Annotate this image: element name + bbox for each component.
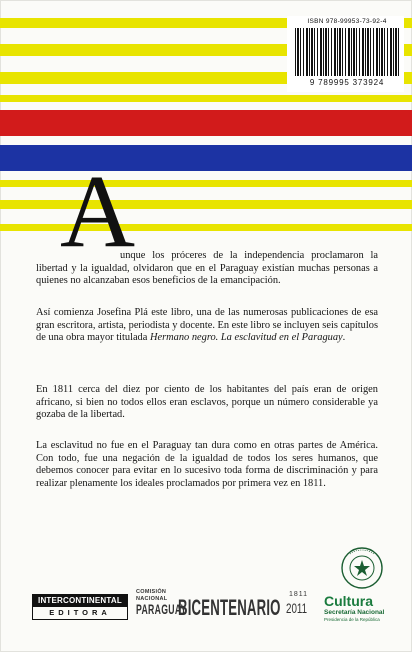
yellow-stripe-4 <box>0 95 412 102</box>
isbn-label: ISBN 978-99953-73-92-4 <box>307 18 387 25</box>
barcode-number: 9 789995 373924 <box>309 78 385 87</box>
paragraph-4-text: La esclavitud no fue en el Paraguay tan dura como en otras partes de América. Con todo, fue una negación de la igualdad de todos los seres humanos, que debemos conocer para evitar en lo sucesivo toda forma de discriminación y para realizar plenamente los ideales proclamados por primera vez en 1811. <box>36 440 378 489</box>
cultura-logo <box>324 594 410 623</box>
bicentenario-year-start: 1811 <box>289 591 309 598</box>
bicentenario-country: PARAGUAY <box>136 601 187 617</box>
paragraph-1 <box>36 250 378 288</box>
book-title: Hermano negro. La esclavitud en el Paraguay <box>149 332 343 343</box>
barcode-block <box>287 16 404 92</box>
drop-cap: A <box>60 154 136 269</box>
paragraph-3 <box>36 384 378 422</box>
paragraph-2: Así comienza Josefina Plá este libro, una de las numerosas publicaciones de esa gran escritora, artista, periodista y docente. En este libro se incluyen seis capítulos de una obra mayor titulada Hermano negro. La esclavitud en el Paraguay. <box>36 307 378 343</box>
cultura-presidencia: Presidencia de la República <box>324 617 380 622</box>
cultura-secretaria: Secretaría Nacional <box>324 609 385 616</box>
bicentenario-commission: COMISIÓN NACIONAL <box>136 589 168 602</box>
national-seal-icon <box>340 546 384 590</box>
publisher-logo <box>32 594 128 620</box>
bicentenario-title: BICENTENARIO <box>178 595 281 620</box>
paragraph-4 <box>36 440 378 490</box>
publisher-name: INTERCONTINENTAL <box>32 594 128 607</box>
red-stripe <box>0 110 412 136</box>
barcode-icon <box>295 28 399 76</box>
paragraph-1-text: unque los próceres de la independencia proclamaron la libertad y la igualdad, olvidaron que en el Paraguay existían muchas personas a quienes no alcanzaban esos beneficios de la emancipación. <box>36 250 378 286</box>
bicentenario-year-end: 2011 <box>286 600 308 616</box>
paragraph-3-text: En 1811 cerca del diez por ciento de los habitantes del país eran de origen africano, si bien no todos ellos eran esclavos, porque un número considerable ya gozaba de la libertad. <box>36 384 378 420</box>
publisher-sub: EDITORA <box>32 607 128 620</box>
cultura-name: Cultura <box>324 593 373 609</box>
bicentenario-logo <box>136 589 314 629</box>
paragraph-2-text: Así comienza Josefina Plá este libro, una de las numerosas publicaciones de esa gran escritora, artista, periodista y docente. En este libro se incluyen seis capítulos de una obra mayor titulada <box>36 307 378 343</box>
